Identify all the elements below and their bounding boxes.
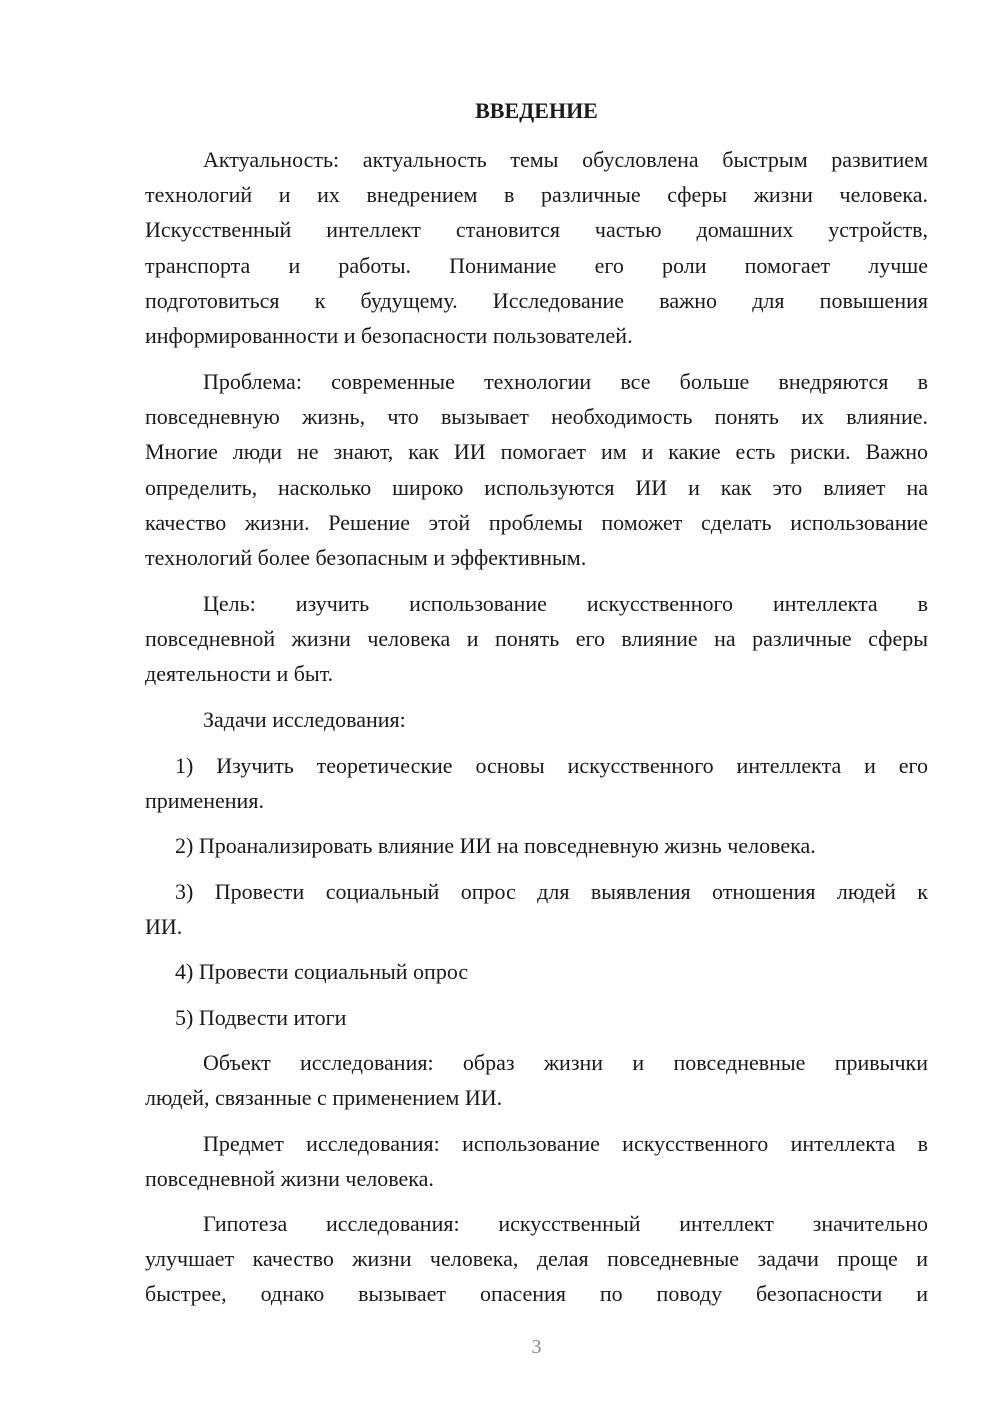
paragraph-line: технологий и их внедрением в различные сферы жизни человека.: [145, 182, 928, 208]
task-list-item: [145, 748, 928, 818]
paragraph-line: Искусственный интеллект становится частью домашних устройств,: [145, 217, 928, 243]
paragraph-hypothesis: [145, 1206, 928, 1312]
paragraph-line: 2) Проанализировать влияние ИИ на повседневную жизнь человека.: [175, 833, 816, 858]
paragraph-object: [145, 1045, 928, 1115]
paragraph-line: улучшает качество жизни человека, делая повседневные задачи проще и: [145, 1246, 928, 1272]
paragraph-problem: [145, 364, 928, 575]
paragraph-line: повседневной жизни человека и понять его влияние на различные сферы: [145, 626, 928, 652]
paragraph-goal: [145, 586, 928, 692]
task-list-item: [145, 828, 928, 863]
paragraph-line: Многие люди не знают, как ИИ помогает им и какие есть риски. Важно: [145, 439, 928, 465]
paragraph-line: Цель: изучить использование искусственного интеллекта в: [203, 591, 928, 616]
page-number: 3: [531, 1336, 542, 1358]
paragraph-line: определить, насколько широко используются ИИ и как это влияет на: [145, 474, 928, 500]
paragraph-subject: [145, 1126, 928, 1196]
document-page: [145, 0, 928, 1414]
task-list-item: [145, 1000, 928, 1035]
paragraph-line: Гипотеза исследования: искусственный интеллект значительно: [203, 1211, 928, 1236]
paragraph-line: 4) Провести социальный опрос: [175, 959, 469, 984]
paragraph-relevance: [145, 142, 928, 353]
paragraph-line: технологий более безопасным и эффективным.: [145, 544, 587, 570]
paragraph-line: информированности и безопасности пользователей.: [145, 322, 633, 348]
paragraph-line: транспорта и работы. Понимание его роли помогает лучше: [145, 252, 928, 278]
paragraph-line: Объект исследования: образ жизни и повседневные привычки: [203, 1050, 928, 1075]
paragraph-line: 3) Провести социальный опрос для выявления отношения людей к: [175, 879, 928, 904]
paragraph-line: Актуальность: актуальность темы обусловлена быстрым развитием: [203, 147, 928, 172]
paragraph-line: деятельности и быт.: [145, 661, 334, 687]
paragraph-line: подготовиться к будущему. Исследование важно для повышения: [145, 287, 928, 313]
paragraph-line: Проблема: современные технологии все больше внедряются в: [203, 369, 928, 394]
paragraph-line: повседневную жизнь, что вызывает необходимость понять их влияние.: [145, 404, 928, 430]
paragraph-line: повседневной жизни человека.: [145, 1166, 434, 1192]
paragraph-line: 5) Подвести итоги: [175, 1005, 347, 1030]
paragraph-line: ИИ.: [145, 914, 183, 940]
paragraph-line: быстрее, однако вызывает опасения по поводу безопасности и: [145, 1281, 928, 1307]
paragraph-line: применения.: [145, 788, 264, 814]
paragraph-line: Задачи исследования:: [203, 707, 406, 732]
page-title: ВВЕДЕНИЕ: [475, 98, 598, 123]
paragraph-tasks-heading: [145, 702, 928, 737]
paragraph-line: 1) Изучить теоретические основы искусственного интеллекта и его: [175, 753, 928, 778]
task-list-item: [145, 954, 928, 989]
paragraph-line: качество жизни. Решение этой проблемы поможет сделать использование: [145, 509, 928, 535]
paragraph-line: Предмет исследования: использование искусственного интеллекта в: [203, 1131, 928, 1156]
task-list-item: [145, 874, 928, 944]
paragraph-line: людей, связанные с применением ИИ.: [145, 1085, 503, 1111]
